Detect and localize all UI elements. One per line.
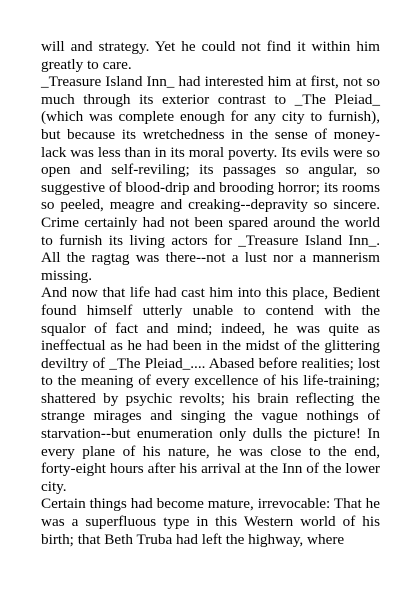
paragraph: will and strategy. Yet he could not find it within him greatly to care. [41,38,380,73]
paragraph: And now that life had cast him into this place, Bedient found himself utterly unable to contend with the squalor of fact and mind; indeed, he was quite as ineffectual as he had been in the midst of the glittering deviltry of _The Pleiad_.... Abased before realities; lost to the meaning of every excellence of his life-training; shattered by psychic revolts; his brain reflecting the strange mirages and singing the vague nothings of starvation--but enumeration only dulls the picture! In every plane of his nature, he was close to the end, forty-eight hours after his arrival at the Inn of the lower city. [41,284,380,495]
page-body [41,38,380,548]
paragraph: Certain things had become mature, irrevocable: That he was a superfluous type in this Western world of his birth; that Beth Truba had left the highway, where [41,495,380,548]
paragraph: _Treasure Island Inn_ had interested him at first, not so much through its exterior contrast to _The Pleiad_ (which was complete enough for any city to furnish), but because its wretchedness in the sense of money-lack was less than in its moral poverty. Its evils were so open and self-reviling; its passages so angular, so suggestive of blood-drip and brooding horror; its rooms so peeled, meagre and creaking--depravity so sincere. Crime certainly had not been spared around the world to furnish its living actors for _Treasure Island Inn_. All the ragtag was there--not a lust nor a mannerism missing. [41,73,380,284]
